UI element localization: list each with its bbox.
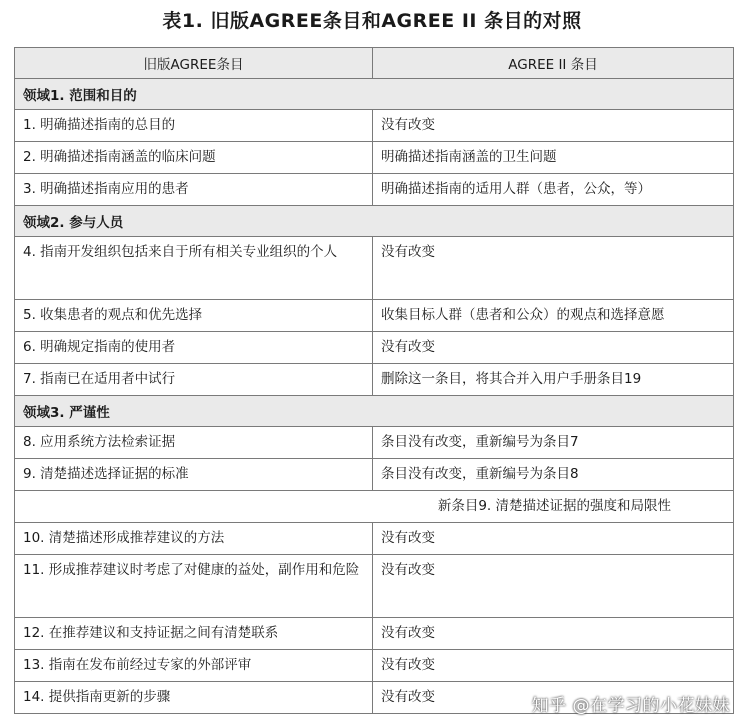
table-row xyxy=(15,300,734,332)
new-item: 没有改变 xyxy=(373,650,734,682)
section-row xyxy=(15,79,734,110)
old-item: 7. 指南已在适用者中试行 xyxy=(15,364,373,396)
table-row xyxy=(15,142,734,174)
new-item: 新条目9. 清楚描述证据的强度和局限性 xyxy=(15,491,734,523)
old-item: 3. 明确描述指南应用的患者 xyxy=(15,174,373,206)
table-row xyxy=(15,174,734,206)
old-item: 8. 应用系统方法检索证据 xyxy=(15,427,373,459)
new-item: 没有改变 xyxy=(373,523,734,555)
section-row xyxy=(15,396,734,427)
new-item: 没有改变 xyxy=(373,682,734,714)
new-item: 没有改变 xyxy=(373,110,734,142)
table-row xyxy=(15,364,734,396)
header-old: 旧版AGREE条目 xyxy=(15,48,373,79)
table-row xyxy=(15,523,734,555)
old-item: 5. 收集患者的观点和优先选择 xyxy=(15,300,373,332)
comparison-table xyxy=(14,47,734,714)
new-item: 明确描述指南涵盖的卫生问题 xyxy=(373,142,734,174)
old-item: 6. 明确规定指南的使用者 xyxy=(15,332,373,364)
section-label: 领域2. 参与人员 xyxy=(15,206,734,237)
new-item: 明确描述指南的适用人群（患者，公众，等） xyxy=(373,174,734,206)
old-item: 13. 指南在发布前经过专家的外部评审 xyxy=(15,650,373,682)
table-row xyxy=(15,650,734,682)
old-item: 10. 清楚描述形成推荐建议的方法 xyxy=(15,523,373,555)
new-item: 删除这一条目，将其合并入用户手册条目19 xyxy=(373,364,734,396)
new-item: 没有改变 xyxy=(373,555,734,618)
new-item: 没有改变 xyxy=(373,237,734,300)
old-item: 14. 提供指南更新的步骤 xyxy=(15,682,373,714)
watermark: 知乎 @在学习的小花妹妹 xyxy=(531,696,730,716)
new-item: 没有改变 xyxy=(373,618,734,650)
section-label: 领域3. 严谨性 xyxy=(15,396,734,427)
table-row xyxy=(15,237,734,300)
old-item: 2. 明确描述指南涵盖的临床问题 xyxy=(15,142,373,174)
header-new: AGREE II 条目 xyxy=(373,48,734,79)
section-label: 领域1. 范围和目的 xyxy=(15,79,734,110)
new-item: 条目没有改变，重新编号为条目8 xyxy=(373,459,734,491)
old-item: 1. 明确描述指南的总目的 xyxy=(15,110,373,142)
header-row xyxy=(15,48,734,79)
table-row xyxy=(15,555,734,618)
old-item: 9. 清楚描述选择证据的标准 xyxy=(15,459,373,491)
table-row xyxy=(15,618,734,650)
section-row xyxy=(15,206,734,237)
table-row xyxy=(15,459,734,491)
new-item: 收集目标人群（患者和公众）的观点和选择意愿 xyxy=(373,300,734,332)
old-item: 4. 指南开发组织包括来自于所有相关专业组织的个人 xyxy=(15,237,373,300)
new-item: 条目没有改变，重新编号为条目7 xyxy=(373,427,734,459)
table-row xyxy=(15,110,734,142)
table-row xyxy=(15,427,734,459)
old-item: 12. 在推荐建议和支持证据之间有清楚联系 xyxy=(15,618,373,650)
table-title: 表1. 旧版AGREE条目和AGREE II 条目的对照 xyxy=(162,10,582,32)
table-row-new-item xyxy=(15,491,734,523)
old-item: 11. 形成推荐建议时考虑了对健康的益处，副作用和危险 xyxy=(15,555,373,618)
new-item: 没有改变 xyxy=(373,332,734,364)
table-row xyxy=(15,332,734,364)
